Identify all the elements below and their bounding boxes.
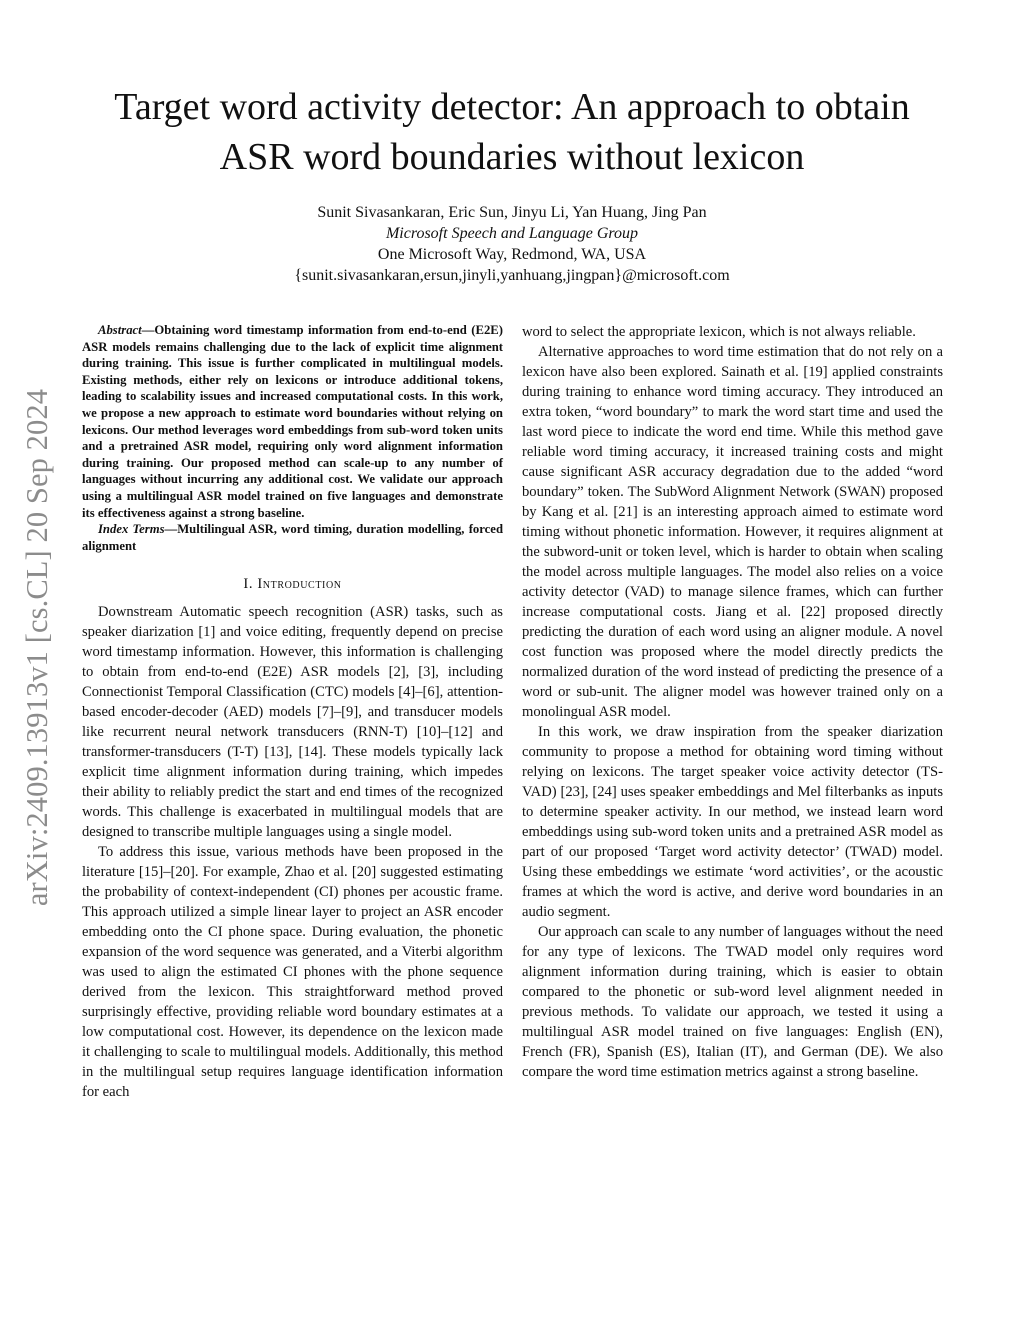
- arxiv-identifier-stamp: [12, 355, 64, 940]
- intro-paragraph-4: In this work, we draw inspiration from the speaker diarization community to propose a method for obtaining word timing without relying on lexicons. The target speaker voice activity detector (TS-VAD) [23], [24] uses speaker embeddings and Mel filterbanks as inputs to determine speaker activity. In our method, we instead learn word embeddings using sub-word token units and a pretrained ASR model as part of our proposed ‘Target word activity detector’ (TWAD) model. Using these embeddings we estimate ‘word activities’, or the acoustic frames at which the word is active, and derive word boundaries in an audio segment.: [522, 724, 943, 920]
- index-terms: [82, 521, 503, 554]
- intro-paragraph-2-continued: word to select the appropriate lexicon, which is not always reliable.: [522, 324, 916, 340]
- abstract-text: —Obtaining word timestamp information from end-to-end (E2E) ASR models remains challenging due to the lack of explicit time alignment during training. This issue is further complicated in multilingual models. Existing methods, either rely on lexicons or introduce additional tokens, leading to scalability issues and increased computational costs. In this work, we propose a new approach to estimate word boundaries without relying on lexicons. Our method leverages word embeddings from sub-word token units and a pretrained ASR model, requiring only word alignment information during training. Our proposed method can scale-up to any number of languages without incurring any additional cost. We validate our approach using a multilingual ASR model trained on five languages and demonstrate its effectiveness against a strong baseline.: [82, 323, 503, 520]
- author-block: [90, 202, 934, 286]
- author-address: One Microsoft Way, Redmond, WA, USA: [377, 246, 647, 263]
- intro-paragraph-3: Alternative approaches to word time estimation that do not rely on a lexicon have also been explored. Sainath et al. [19] applied constraints during training to enhance word timing accuracy. They introduced an extra token, “word boundary” to mark the word start time and used the last word piece to indicate the word end time. While this method gave reliable word timing accuracy, it increased training costs and might cause significant ASR accuracy degradation due to the added “word boundary” token. The SubWord Alignment Network (SWAN) proposed by Kang et al. [21] is an interesting approach aimed to estimate word timing without phonetic information. However, it requires alignment at the subword-unit or token level, which is harder to obtain when scaling the model across multiple languages. The model also relies on a voice activity detector (VAD) to manage silence frames, which can further increase computational costs. Jiang et al. [22] proposed directly predicting the duration of each word using an aligner module. A novel cost function was proposed where the model directly predicts the normalized duration of the word instead of predicting the presence of a word or sub-unit. The aligner model was however trained only on a monolingual ASR model.: [522, 344, 943, 720]
- left-column: [82, 322, 503, 1102]
- author-affiliation: Microsoft Speech and Language Group: [385, 225, 639, 242]
- paper-title: Target word activity detector: An approach to obtain ASR word boundaries without lexicon: [114, 86, 910, 178]
- index-terms-text: —Multilingual ASR, word timing, duration modelling, forced alignment: [82, 522, 503, 553]
- abstract: [82, 322, 503, 521]
- index-terms-label: Index Terms: [98, 522, 165, 537]
- intro-paragraph-5: Our approach can scale to any number of languages without the need for any type of lexicons. The TWAD model only requires word alignment information during training, which is easier to obtain compared to the phonetic or sub-word level alignment needed in previous methods. To validate our approach, we tested it using a multilingual ASR model trained on five languages: English (EN), French (FR), Spanish (ES), Italian (IT), and German (DE). We also compare the word time estimation metrics against a strong baseline.: [522, 924, 943, 1080]
- intro-paragraph-1: Downstream Automatic speech recognition (ASR) tasks, such as speaker diarization [1] and voice editing, frequently depend on precise word timestamp information. However, this information is challenging to obtain from end-to-end (E2E) ASR models [2], [3], including Connectionist Temporal Classification (CTC) models [4]–[6], attention-based encoder-decoder (AED) models [7]–[9], and transducer models like recurrent neural network transducers (RNN-T) [10]–[12] and transformer-transducers (T-T) [13], [14]. These models typically lack explicit time alignment information during training, which impedes their ability to reliably predict the start and end times of the recognized words. This challenge is exacerbated in multilingual models that are designed to transcribe multiple languages using a single model.: [82, 604, 503, 841]
- author-names: Sunit Sivasankaran, Eric Sun, Jinyu Li, Yan Huang, Jing Pan: [317, 204, 707, 221]
- intro-paragraph-2: To address this issue, various methods have been proposed in the literature [15]–[20]. For example, Zhao et al. [20] suggested estimating the probability of context-independent (CI) phones per acoustic frame. This approach utilized a simple linear layer to project an ASR encoder embedding onto the CI phone space. During evaluation, the phonetic expansion of the word sequence was generated, and a Viterbi algorithm was used to align the estimated CI phones with the phone sequence derived from the lexicon. This straightforward method proved surprisingly effective, providing reliable word boundary estimates at a low computational cost. However, its dependence on the lexicon made it challenging to scale to multilingual models. Additionally, this method in the multilingual setup requires language identification information for each: [82, 844, 503, 1101]
- arxiv-id-text: arXiv:2409.13913v1 [cs.CL] 20 Sep 2024: [20, 388, 55, 907]
- abstract-label: Abstract: [98, 323, 142, 337]
- author-emails: {sunit.sivasankaran,ersun,jinyli,yanhuang,jingpan}@microsoft.com: [294, 267, 730, 284]
- section-heading-introduction: I. Introduction: [243, 576, 342, 593]
- right-column: [522, 322, 943, 1082]
